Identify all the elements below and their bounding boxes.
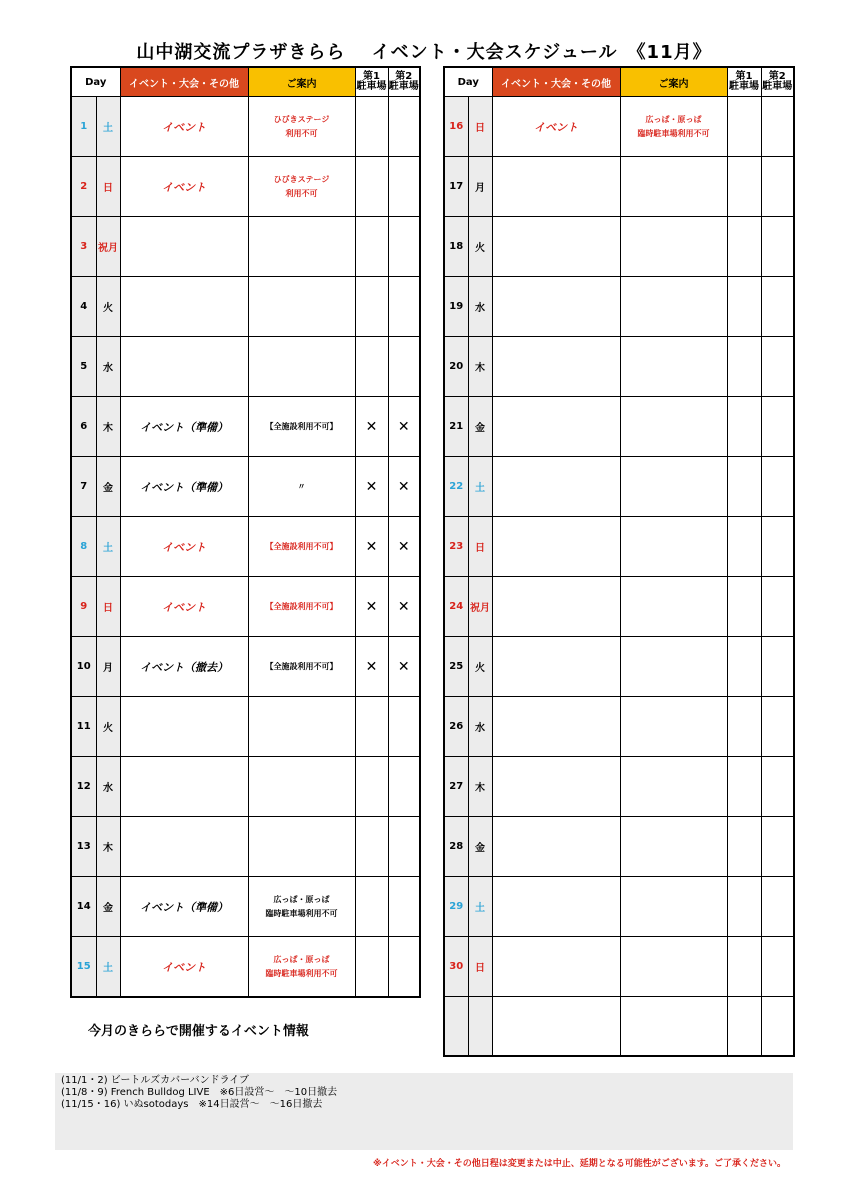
parking-2-cell [388, 937, 420, 998]
header-parking-1 [727, 67, 761, 97]
header-parking-2-num: 第2 [768, 71, 786, 82]
event-cell: イベント（準備） [120, 457, 248, 517]
event-cell [492, 157, 620, 217]
info-cell [248, 277, 355, 337]
day-number: 27 [444, 757, 468, 817]
event-cell [492, 577, 620, 637]
event-note: (11/15・16) いぬsotodays ※14日設営～ ～16日撤去 [61, 1099, 323, 1110]
info-cell [620, 877, 727, 937]
header-event: イベント・大会・その他 [120, 67, 248, 97]
parking-1-cell [727, 757, 761, 817]
table-row [71, 577, 420, 637]
day-number: 4 [71, 277, 96, 337]
parking-2-cell [388, 877, 420, 937]
table-row [71, 97, 420, 157]
event-cell: イベント [120, 577, 248, 637]
day-number: 5 [71, 337, 96, 397]
event-cell [120, 217, 248, 277]
header-parking-1-num: 第1 [735, 71, 753, 82]
header-event: イベント・大会・その他 [492, 67, 620, 97]
parking-2-cell [761, 397, 794, 457]
parking-1-cell [727, 577, 761, 637]
weekday: 水 [96, 337, 120, 397]
parking-2-cell: ✕ [388, 637, 420, 697]
parking-1-cell [727, 277, 761, 337]
parking-2-cell [761, 157, 794, 217]
event-cell [492, 937, 620, 997]
weekday: 火 [468, 217, 492, 277]
info-cell [248, 217, 355, 277]
parking-2-cell [761, 697, 794, 757]
day-number: 21 [444, 397, 468, 457]
event-cell: イベント（撤去） [120, 637, 248, 697]
header-parking-2-label: 駐車場 [388, 81, 419, 92]
weekday: 日 [96, 157, 120, 217]
info-cell [620, 937, 727, 997]
event-cell [492, 457, 620, 517]
event-note: (11/1・2) ビートルズカバーバンドライブ [61, 1075, 249, 1086]
weekday: 水 [96, 757, 120, 817]
header-info: ご案内 [248, 67, 355, 97]
parking-2-cell [761, 937, 794, 997]
info-cell: 〃 [248, 457, 355, 517]
day-number: 6 [71, 397, 96, 457]
info-cell [620, 817, 727, 877]
header-parking-1-label: 駐車場 [729, 81, 760, 92]
weekday [468, 997, 492, 1057]
parking-1-cell [727, 97, 761, 157]
day-number: 30 [444, 937, 468, 997]
table-row [71, 337, 420, 397]
event-cell [120, 337, 248, 397]
weekday: 土 [96, 97, 120, 157]
weekday: 月 [96, 637, 120, 697]
parking-1-cell [727, 697, 761, 757]
parking-2-cell [761, 817, 794, 877]
parking-2-cell: ✕ [388, 577, 420, 637]
day-number: 16 [444, 97, 468, 157]
day-number: 8 [71, 517, 96, 577]
day-number: 1 [71, 97, 96, 157]
parking-2-cell [761, 217, 794, 277]
table-row [444, 877, 794, 937]
info-cell [620, 577, 727, 637]
info-cell [620, 457, 727, 517]
event-cell [492, 337, 620, 397]
info-cell: 【全施設利用不可】 [248, 397, 355, 457]
weekday: 土 [96, 517, 120, 577]
weekday: 祝月 [468, 577, 492, 637]
info-cell [620, 997, 727, 1057]
header-parking-2-label: 駐車場 [762, 81, 793, 92]
parking-2-cell [388, 157, 420, 217]
header-parking-2-num: 第2 [395, 71, 413, 82]
event-cell: イベント [120, 157, 248, 217]
parking-2-cell [388, 337, 420, 397]
parking-2-cell [761, 877, 794, 937]
weekday: 火 [468, 637, 492, 697]
parking-1-cell [727, 877, 761, 937]
table-row [444, 637, 794, 697]
day-number: 11 [71, 697, 96, 757]
weekday: 土 [468, 877, 492, 937]
parking-1-cell [355, 337, 388, 397]
day-number: 2 [71, 157, 96, 217]
parking-1-cell [355, 217, 388, 277]
parking-2-cell [761, 637, 794, 697]
table-row [444, 157, 794, 217]
parking-1-cell: ✕ [355, 457, 388, 517]
event-cell [492, 637, 620, 697]
day-number: 3 [71, 217, 96, 277]
table-row [71, 637, 420, 697]
weekday: 水 [468, 697, 492, 757]
weekday: 金 [468, 817, 492, 877]
parking-1-cell [727, 457, 761, 517]
table-row [71, 157, 420, 217]
header-day: Day [71, 67, 120, 97]
header-day: Day [444, 67, 492, 97]
event-cell: イベント（準備） [120, 877, 248, 937]
weekday: 日 [96, 577, 120, 637]
header-parking-1-label: 駐車場 [356, 81, 387, 92]
table-row [444, 757, 794, 817]
header-parking-2 [761, 67, 794, 97]
event-cell [120, 817, 248, 877]
event-cell [120, 757, 248, 817]
day-number: 13 [71, 817, 96, 877]
events-info-heading: 今月のきららで開催するイベント情報 [88, 1024, 309, 1039]
table-row [71, 817, 420, 877]
parking-1-cell [727, 157, 761, 217]
info-cell [620, 337, 727, 397]
disclaimer: ※イベント・大会・その他日程は変更または中止、延期となる可能性がございます。ご了承ください。 [372, 1159, 786, 1169]
table-row [71, 517, 420, 577]
day-number: 19 [444, 277, 468, 337]
info-cell [620, 637, 727, 697]
event-cell [492, 517, 620, 577]
parking-1-cell [727, 817, 761, 877]
event-cell: イベント [120, 517, 248, 577]
info-cell: ひびきステージ 利用不可 [248, 157, 355, 217]
table-row [71, 757, 420, 817]
table-row [71, 877, 420, 937]
weekday: 水 [468, 277, 492, 337]
info-cell [248, 697, 355, 757]
info-cell [248, 817, 355, 877]
event-cell [492, 877, 620, 937]
table-row [444, 817, 794, 877]
info-cell [620, 157, 727, 217]
day-number: 7 [71, 457, 96, 517]
event-cell [492, 217, 620, 277]
event-cell [492, 697, 620, 757]
table-row [444, 97, 794, 157]
event-cell [492, 997, 620, 1057]
day-number: 20 [444, 337, 468, 397]
table-row [71, 217, 420, 277]
table-row [444, 697, 794, 757]
weekday: 金 [96, 877, 120, 937]
table-row [444, 577, 794, 637]
weekday: 火 [96, 697, 120, 757]
day-number: 15 [71, 937, 96, 998]
info-cell [620, 397, 727, 457]
day-number: 26 [444, 697, 468, 757]
table-row [444, 517, 794, 577]
weekday: 日 [468, 937, 492, 997]
parking-1-cell [355, 277, 388, 337]
day-number: 29 [444, 877, 468, 937]
parking-2-cell [761, 97, 794, 157]
day-number: 25 [444, 637, 468, 697]
weekday: 金 [468, 397, 492, 457]
weekday: 木 [96, 817, 120, 877]
day-number: 9 [71, 577, 96, 637]
parking-2-cell [388, 817, 420, 877]
parking-2-cell [388, 97, 420, 157]
events-info-box [55, 1073, 793, 1150]
info-cell: 広っぱ・原っぱ 臨時駐車場利用不可 [620, 97, 727, 157]
event-cell: イベント [492, 97, 620, 157]
table-row [444, 337, 794, 397]
parking-2-cell [761, 757, 794, 817]
parking-1-cell [727, 517, 761, 577]
parking-2-cell [388, 757, 420, 817]
day-number [444, 997, 468, 1057]
table-row [444, 397, 794, 457]
parking-1-cell [727, 217, 761, 277]
day-number: 14 [71, 877, 96, 937]
info-cell [620, 757, 727, 817]
info-cell [620, 697, 727, 757]
header-info: ご案内 [620, 67, 727, 97]
parking-2-cell: ✕ [388, 397, 420, 457]
event-cell: イベント [120, 97, 248, 157]
header-parking-1-num: 第1 [363, 71, 380, 82]
parking-1-cell [355, 697, 388, 757]
parking-2-cell [388, 697, 420, 757]
event-cell [120, 277, 248, 337]
weekday: 月 [468, 157, 492, 217]
event-cell [120, 697, 248, 757]
table-row [71, 457, 420, 517]
parking-1-cell [727, 997, 761, 1057]
event-cell [492, 757, 620, 817]
parking-2-cell [761, 337, 794, 397]
event-cell [492, 277, 620, 337]
parking-2-cell [388, 277, 420, 337]
day-number: 10 [71, 637, 96, 697]
weekday: 日 [468, 517, 492, 577]
parking-1-cell [727, 937, 761, 997]
parking-2-cell [388, 217, 420, 277]
parking-2-cell [761, 277, 794, 337]
header-parking-2 [388, 67, 420, 97]
day-number: 24 [444, 577, 468, 637]
page-title: 山中湖交流プラザきらら イベント・大会スケジュール 《11月》 [136, 42, 712, 63]
parking-1-cell [355, 757, 388, 817]
parking-1-cell [355, 877, 388, 937]
day-number: 17 [444, 157, 468, 217]
event-note: (11/8・9) French Bulldog LIVE ※6日設営～ ～10日撤去 [61, 1087, 338, 1098]
info-cell: 広っぱ・原っぱ 臨時駐車場利用不可 [248, 937, 355, 998]
info-cell [620, 277, 727, 337]
table-row [444, 997, 794, 1057]
parking-1-cell [355, 817, 388, 877]
info-cell: 【全施設利用不可】 [248, 637, 355, 697]
parking-1-cell: ✕ [355, 577, 388, 637]
parking-2-cell [761, 997, 794, 1057]
weekday: 日 [468, 97, 492, 157]
table-row [444, 457, 794, 517]
parking-2-cell [761, 517, 794, 577]
parking-2-cell: ✕ [388, 457, 420, 517]
table-row [71, 697, 420, 757]
day-number: 22 [444, 457, 468, 517]
table-row [444, 937, 794, 997]
info-cell [248, 757, 355, 817]
weekday: 祝月 [96, 217, 120, 277]
header-parking-1 [355, 67, 388, 97]
weekday: 金 [96, 457, 120, 517]
parking-1-cell: ✕ [355, 517, 388, 577]
weekday: 木 [96, 397, 120, 457]
weekday: 土 [96, 937, 120, 998]
day-number: 23 [444, 517, 468, 577]
day-number: 12 [71, 757, 96, 817]
parking-2-cell: ✕ [388, 517, 420, 577]
parking-1-cell: ✕ [355, 637, 388, 697]
weekday: 火 [96, 277, 120, 337]
parking-1-cell [727, 637, 761, 697]
parking-1-cell [355, 157, 388, 217]
info-cell: 【全施設利用不可】 [248, 517, 355, 577]
table-row [71, 937, 420, 998]
day-number: 18 [444, 217, 468, 277]
table-row [71, 277, 420, 337]
day-number: 28 [444, 817, 468, 877]
parking-1-cell [727, 337, 761, 397]
schedule-table-left [70, 66, 421, 998]
parking-1-cell: ✕ [355, 397, 388, 457]
weekday: 土 [468, 457, 492, 517]
event-cell: イベント（準備） [120, 397, 248, 457]
schedule-table-right [443, 66, 795, 1057]
info-cell [620, 217, 727, 277]
info-cell: 広っぱ・原っぱ 臨時駐車場利用不可 [248, 877, 355, 937]
parking-1-cell [355, 97, 388, 157]
parking-2-cell [761, 577, 794, 637]
info-cell: 【全施設利用不可】 [248, 577, 355, 637]
weekday: 木 [468, 337, 492, 397]
parking-1-cell [355, 937, 388, 998]
weekday: 木 [468, 757, 492, 817]
event-cell: イベント [120, 937, 248, 998]
info-cell: ひびきステージ 利用不可 [248, 97, 355, 157]
event-cell [492, 817, 620, 877]
table-row [444, 277, 794, 337]
table-row [444, 217, 794, 277]
table-row [71, 397, 420, 457]
parking-1-cell [727, 397, 761, 457]
parking-2-cell [761, 457, 794, 517]
info-cell [620, 517, 727, 577]
event-cell [492, 397, 620, 457]
info-cell [248, 337, 355, 397]
